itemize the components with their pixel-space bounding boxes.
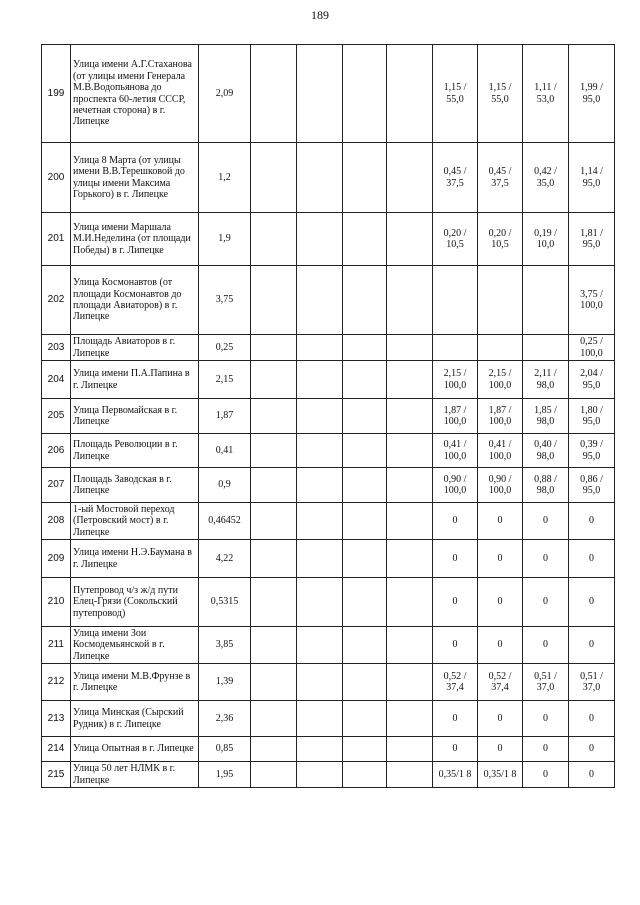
street-length: 4,22 [199,540,251,578]
value-cell: 1,99 / 95,0 [569,45,615,143]
street-name: Улица 8 Марта (от улицы имени В.В.Терешковой до улицы имени Максима Горького) в г. Липецке [71,143,199,213]
street-name: Улица Минская (Сырский Рудник) в г. Липецке [71,701,199,737]
value-cell [297,335,343,361]
value-cell: 0 [433,540,478,578]
table-row [42,737,615,762]
value-cell [251,45,297,143]
table-row [42,468,615,503]
value-cell: 0,39 / 95,0 [569,434,615,468]
value-cell [387,399,433,434]
street-name: Улица имени Зои Космодемьянской в г. Липецке [71,627,199,664]
value-cell [297,213,343,266]
street-name: 1-ый Мостовой переход (Петровский мост) в г. Липецке [71,503,199,540]
value-cell [251,578,297,627]
table-row [42,701,615,737]
street-length: 0,9 [199,468,251,503]
row-number: 210 [42,578,71,627]
row-number: 209 [42,540,71,578]
value-cell: 3,75 / 100,0 [569,266,615,335]
street-length: 0,85 [199,737,251,762]
value-cell [251,434,297,468]
value-cell [297,737,343,762]
row-number: 211 [42,627,71,664]
value-cell [387,361,433,399]
row-number: 206 [42,434,71,468]
value-cell [387,335,433,361]
value-cell [387,213,433,266]
value-cell: 0,19 / 10,0 [523,213,569,266]
row-number: 207 [42,468,71,503]
value-cell: 2,15 / 100,0 [433,361,478,399]
value-cell [387,143,433,213]
value-cell [251,737,297,762]
table-row [42,762,615,788]
value-cell [478,335,523,361]
value-cell: 2,15 / 100,0 [478,361,523,399]
street-name: Улица имени Маршала М.И.Неделина (от площади Победы) в г. Липецке [71,213,199,266]
table-row [42,434,615,468]
street-length: 2,09 [199,45,251,143]
value-cell [251,503,297,540]
value-cell [343,664,387,701]
value-cell [387,540,433,578]
row-number: 208 [42,503,71,540]
table-row [42,627,615,664]
value-cell [343,503,387,540]
value-cell: 0,51 / 37,0 [523,664,569,701]
street-name: Путепровод ч/з ж/д пути Елец-Грязи (Сокольский путепровод) [71,578,199,627]
value-cell [387,762,433,788]
value-cell [251,664,297,701]
table-row [42,213,615,266]
value-cell [343,434,387,468]
value-cell: 0 [569,540,615,578]
value-cell [251,143,297,213]
value-cell [387,627,433,664]
value-cell [387,737,433,762]
value-cell: 0,88 / 98,0 [523,468,569,503]
value-cell [343,399,387,434]
street-length: 3,75 [199,266,251,335]
value-cell [343,143,387,213]
table-row [42,540,615,578]
value-cell [343,361,387,399]
value-cell: 0,90 / 100,0 [433,468,478,503]
value-cell [343,540,387,578]
table-row [42,399,615,434]
value-cell: 0 [569,762,615,788]
value-cell [251,468,297,503]
value-cell [343,213,387,266]
street-length: 2,15 [199,361,251,399]
value-cell: 0,40 / 98,0 [523,434,569,468]
value-cell: 0,35/1 8 [433,762,478,788]
value-cell: 0 [478,578,523,627]
value-cell [478,266,523,335]
street-length: 0,5315 [199,578,251,627]
value-cell: 1,15 / 55,0 [433,45,478,143]
street-name: Улица имени М.В.Фрунзе в г. Липецке [71,664,199,701]
page-number: 189 [311,8,329,22]
row-number: 212 [42,664,71,701]
table-row [42,503,615,540]
street-name: Улица имени А.Г.Стаханова (от улицы имени Генерала М.В.Водопьянова до проспекта 60-летия СССР, нечетная сторона) в г. Липецке [71,45,199,143]
value-cell: 0 [523,540,569,578]
row-number: 213 [42,701,71,737]
value-cell [297,266,343,335]
value-cell [297,399,343,434]
value-cell: 0 [478,737,523,762]
value-cell: 0,52 / 37,4 [433,664,478,701]
street-name: Площадь Заводская в г. Липецке [71,468,199,503]
value-cell: 0 [569,578,615,627]
street-name: Улица Первомайская в г. Липецке [71,399,199,434]
street-name: Улица 50 лет НЛМК в г. Липецке [71,762,199,788]
table-row [42,664,615,701]
street-name: Площадь Авиаторов в г. Липецке [71,335,199,361]
value-cell: 0 [478,701,523,737]
data-table [41,44,615,788]
value-cell: 0 [478,540,523,578]
value-cell [433,266,478,335]
value-cell [523,335,569,361]
value-cell [297,503,343,540]
table-row [42,335,615,361]
value-cell: 0,20 / 10,5 [433,213,478,266]
value-cell [387,45,433,143]
value-cell [251,701,297,737]
row-number: 202 [42,266,71,335]
row-number: 199 [42,45,71,143]
value-cell: 0 [569,503,615,540]
value-cell: 0 [523,503,569,540]
value-cell [387,434,433,468]
value-cell: 0,20 / 10,5 [478,213,523,266]
value-cell [387,578,433,627]
street-name: Улица Космонавтов (от площади Космонавтов до площади Авиаторов) в г. Липецке [71,266,199,335]
value-cell: 0,41 / 100,0 [433,434,478,468]
value-cell [297,45,343,143]
value-cell: 1,15 / 55,0 [478,45,523,143]
value-cell: 0,90 / 100,0 [478,468,523,503]
value-cell: 0 [478,627,523,664]
row-number: 201 [42,213,71,266]
value-cell [343,578,387,627]
value-cell [523,266,569,335]
value-cell [387,503,433,540]
value-cell: 1,87 / 100,0 [478,399,523,434]
value-cell: 0 [523,737,569,762]
value-cell [297,664,343,701]
value-cell: 0,86 / 95,0 [569,468,615,503]
value-cell [251,213,297,266]
value-cell: 0 [433,578,478,627]
value-cell: 1,11 / 53,0 [523,45,569,143]
value-cell [297,540,343,578]
value-cell: 0,35/1 8 [478,762,523,788]
table-row [42,266,615,335]
street-length: 1,39 [199,664,251,701]
value-cell [297,143,343,213]
value-cell [343,762,387,788]
value-cell: 1,81 / 95,0 [569,213,615,266]
value-cell [297,627,343,664]
row-number: 203 [42,335,71,361]
row-number: 205 [42,399,71,434]
value-cell: 0,25 / 100,0 [569,335,615,361]
value-cell [251,361,297,399]
value-cell: 0,45 / 37,5 [433,143,478,213]
value-cell: 0 [433,701,478,737]
street-length: 0,25 [199,335,251,361]
street-name: Улица имени П.А.Папина в г. Липецке [71,361,199,399]
street-name: Улица имени Н.Э.Баумана в г. Липецке [71,540,199,578]
table-row [42,578,615,627]
value-cell [343,335,387,361]
street-name: Улица Опытная в г. Липецке [71,737,199,762]
row-number: 214 [42,737,71,762]
street-name: Площадь Революции в г. Липецке [71,434,199,468]
value-cell: 0 [569,627,615,664]
street-length: 1,87 [199,399,251,434]
value-cell [297,578,343,627]
value-cell: 0 [569,701,615,737]
value-cell [297,468,343,503]
value-cell [251,540,297,578]
value-cell [343,627,387,664]
value-cell [387,664,433,701]
value-cell: 0 [478,503,523,540]
value-cell: 0,41 / 100,0 [478,434,523,468]
value-cell: 1,14 / 95,0 [569,143,615,213]
value-cell [387,266,433,335]
value-cell [387,701,433,737]
value-cell [251,266,297,335]
value-cell [387,468,433,503]
value-cell: 0 [433,627,478,664]
street-length: 0,46452 [199,503,251,540]
value-cell [343,468,387,503]
value-cell: 0 [433,503,478,540]
value-cell [343,701,387,737]
value-cell: 2,04 / 95,0 [569,361,615,399]
value-cell: 1,85 / 98,0 [523,399,569,434]
row-number: 200 [42,143,71,213]
value-cell [343,45,387,143]
value-cell [433,335,478,361]
value-cell [251,762,297,788]
table-row [42,143,615,213]
value-cell: 2,11 / 98,0 [523,361,569,399]
value-cell [297,361,343,399]
value-cell [251,335,297,361]
value-cell [343,737,387,762]
value-cell: 0,42 / 35,0 [523,143,569,213]
row-number: 204 [42,361,71,399]
value-cell: 0,45 / 37,5 [478,143,523,213]
value-cell [297,434,343,468]
table-row [42,45,615,143]
value-cell [297,762,343,788]
value-cell: 0 [569,737,615,762]
value-cell: 0 [523,627,569,664]
value-cell: 0 [433,737,478,762]
value-cell: 0 [523,701,569,737]
street-length: 2,36 [199,701,251,737]
street-length: 1,9 [199,213,251,266]
value-cell: 1,80 / 95,0 [569,399,615,434]
value-cell [343,266,387,335]
street-length: 1,2 [199,143,251,213]
value-cell: 1,87 / 100,0 [433,399,478,434]
value-cell: 0,52 / 37,4 [478,664,523,701]
table-row [42,361,615,399]
value-cell [251,627,297,664]
street-length: 3,85 [199,627,251,664]
value-cell: 0,51 / 37,0 [569,664,615,701]
value-cell [251,399,297,434]
value-cell [297,701,343,737]
street-length: 1,95 [199,762,251,788]
street-length: 0,41 [199,434,251,468]
value-cell: 0 [523,762,569,788]
row-number: 215 [42,762,71,788]
value-cell: 0 [523,578,569,627]
